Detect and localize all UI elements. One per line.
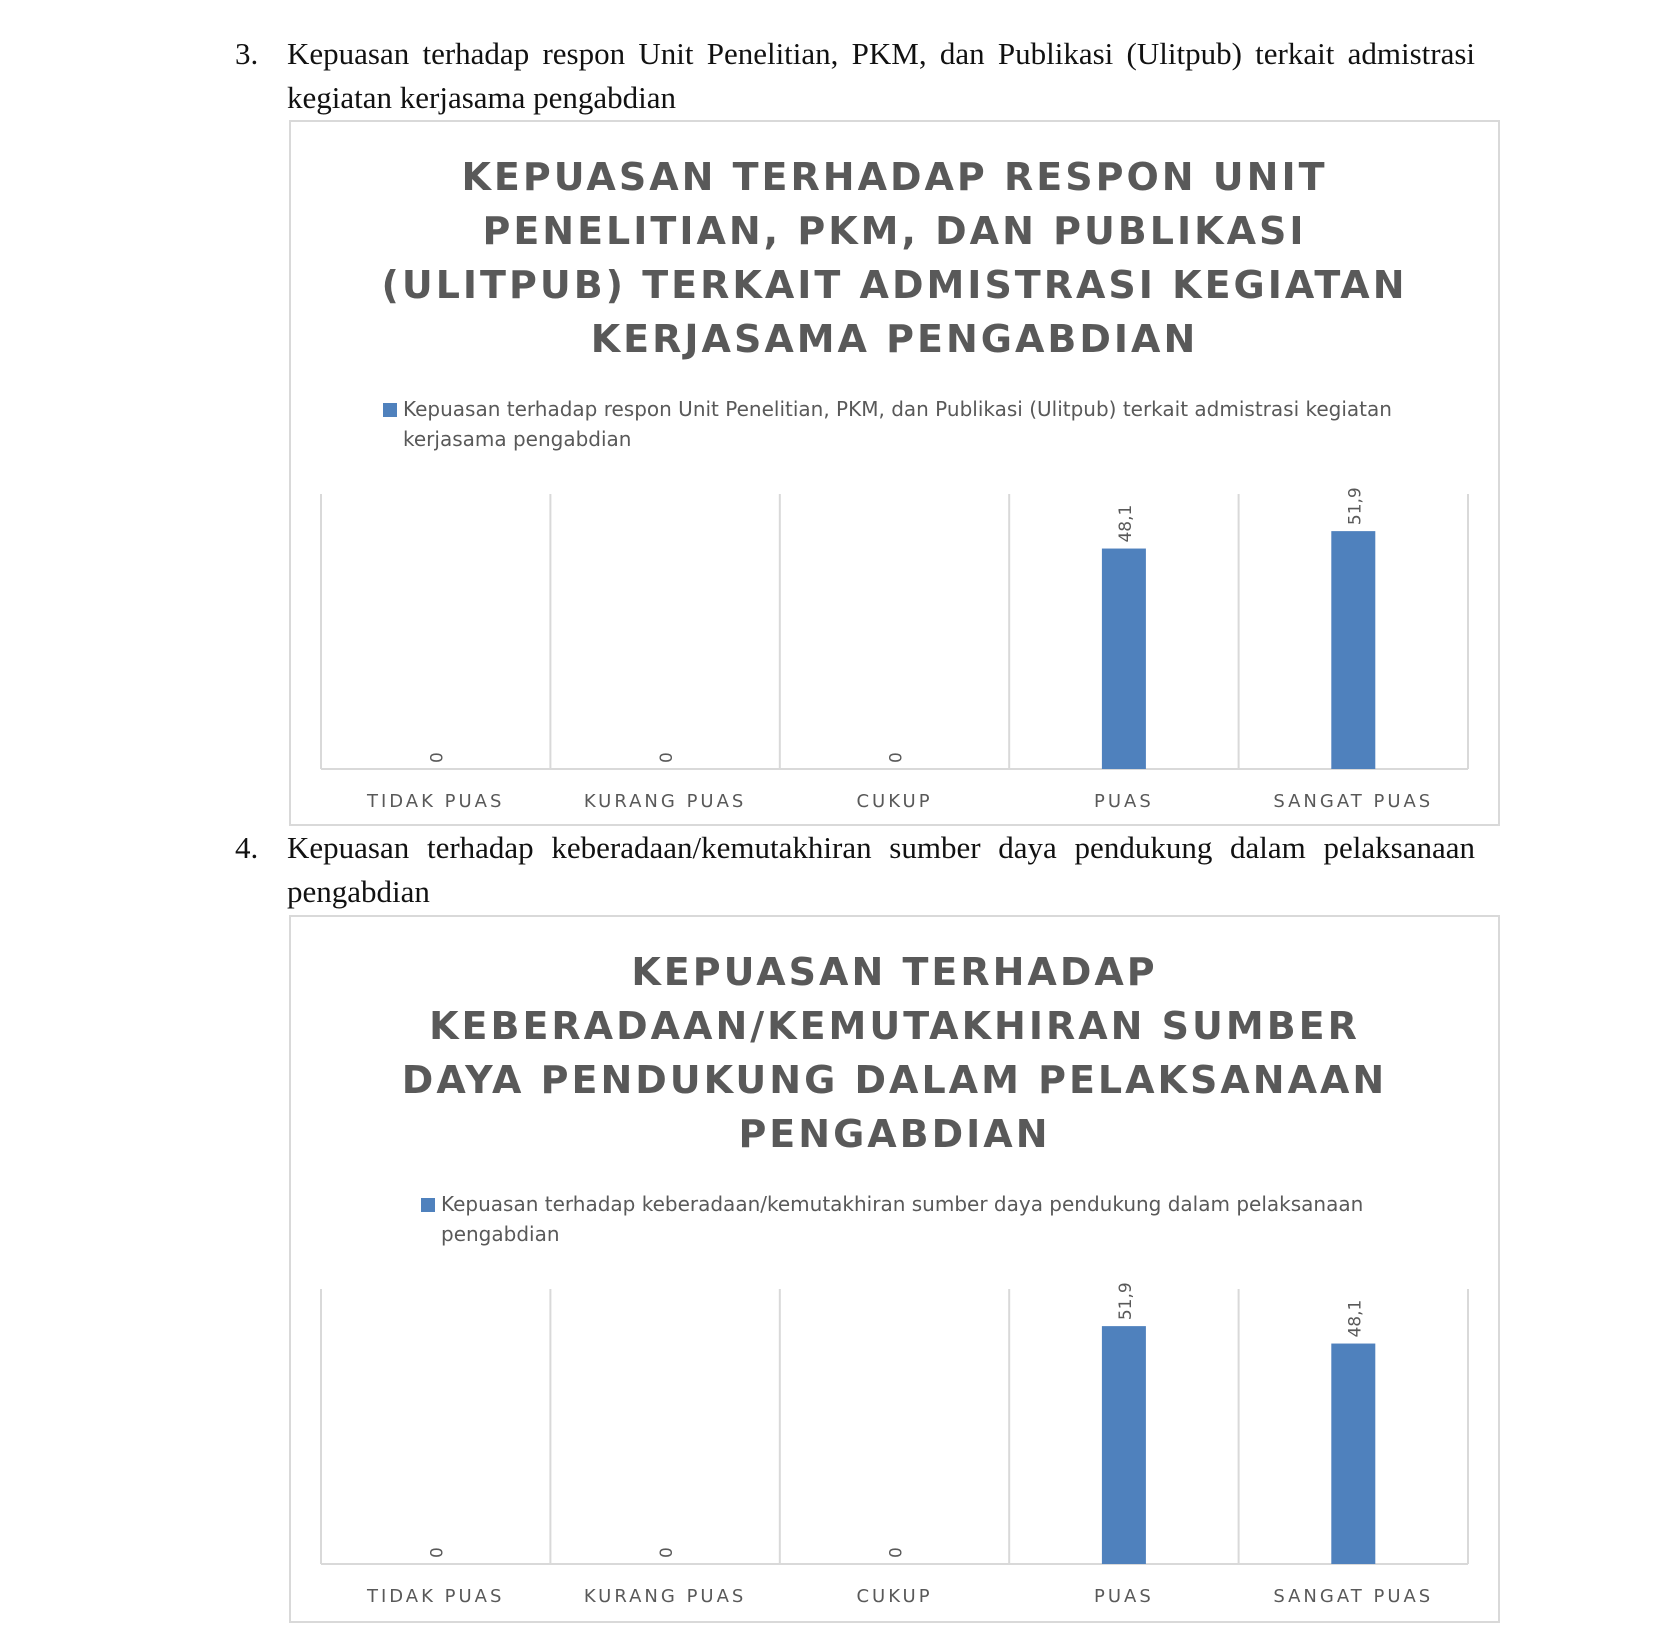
legend-label: Kepuasan terhadap keberadaan/kemutakhiran sumber daya pendukung dalam pelaksanaan pengabdian (441, 1192, 1364, 1246)
bar (1331, 1344, 1375, 1564)
chart-title: KEPUASAN TERHADAP KEBERADAAN/KEMUTAKHIRAN SUMBER DAYA PENDUKUNG DALAM PELAKSANAAN PENGABDIAN (401, 950, 1388, 1156)
section-number: 3. (235, 36, 259, 71)
data-label: 0 (886, 752, 907, 763)
bar (1102, 1326, 1146, 1564)
data-label: 51,9 (1345, 487, 1366, 526)
chart-plot (291, 917, 1498, 1621)
section-number: 4. (235, 830, 259, 865)
category-label: SANGAT PUAS (1273, 1586, 1434, 1607)
section-heading: Kepuasan terhadap respon Unit Penelitian, PKM, dan Publikasi (Ulitpub) terkait admistrasi kegiatan kerjasama pengabdian (287, 36, 1475, 115)
category-label: KURANG PUAS (583, 791, 747, 812)
data-label: 0 (886, 1547, 907, 1558)
chart-supporting-resources (289, 915, 1500, 1623)
chart-title: KEPUASAN TERHADAP RESPON UNIT PENELITIAN, PKM, DAN PUBLIKASI (ULITPUB) TERKAIT ADMISTRASI KEGIATAN KERJASAMA PENGABDIAN (381, 155, 1408, 361)
bar (1331, 531, 1375, 769)
data-label: 48,1 (1115, 504, 1136, 543)
data-label: 0 (427, 1547, 448, 1558)
chart-ulitpub-response (289, 120, 1500, 826)
data-label: 0 (427, 752, 448, 763)
section-heading: Kepuasan terhadap keberadaan/kemutakhiran sumber daya pendukung dalam pelaksanaan pengabdian (287, 830, 1475, 909)
category-label: CUKUP (856, 1586, 933, 1607)
data-label: 0 (657, 1547, 678, 1558)
category-label: SANGAT PUAS (1273, 791, 1434, 812)
data-label: 0 (657, 752, 678, 763)
data-label: 48,1 (1345, 1299, 1366, 1338)
data-label: 51,9 (1115, 1282, 1136, 1321)
category-label: KURANG PUAS (583, 1586, 747, 1607)
category-label: TIDAK PUAS (366, 791, 505, 812)
chart-plot (291, 122, 1498, 826)
category-label: PUAS (1094, 791, 1154, 812)
legend-label: Kepuasan terhadap respon Unit Penelitian, PKM, dan Publikasi (Ulitpub) terkait admistrasi kegiatan kerjasama pengabdian (403, 397, 1392, 451)
category-label: TIDAK PUAS (366, 1586, 505, 1607)
bar (1102, 549, 1146, 769)
category-label: CUKUP (856, 791, 933, 812)
category-label: PUAS (1094, 1586, 1154, 1607)
